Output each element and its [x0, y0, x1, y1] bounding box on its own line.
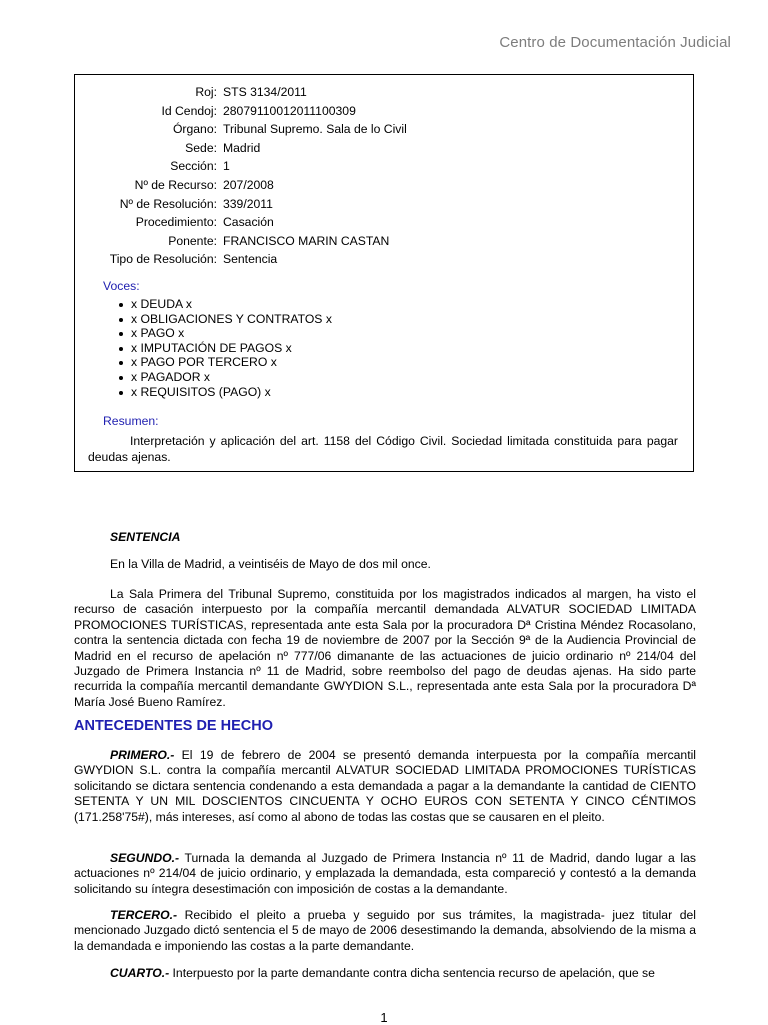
metadata-value: Madrid — [223, 140, 261, 155]
voces-list-item: x IMPUTACIÓN DE PAGOS x — [117, 341, 332, 356]
antecedente-paragraph-segundo — [74, 851, 696, 897]
metadata-value: Sentencia — [223, 252, 278, 267]
voces-list — [117, 297, 332, 399]
voces-list-item: x OBLIGACIONES Y CONTRATOS x — [117, 312, 332, 327]
paragraph-text: El 19 de febrero de 2004 se presentó demanda interpuesta por la compañía mercantil GWYDION S.L. contra la compañía mercantil ALVATUR SOCIEDAD LIMITADA PROMOCIONES TURÍSTICAS solicitando se dictara sentencia condenando a esta demandada a pagar a la demandante la cantidad de CIENTO SETENTA Y UN MIL DOSCIENTOS CINCUENTA Y OCHO EUROS CON SETENTA Y CINCO CÉNTIMOS (171.258'75#), más intereses, así como al abono de todas las costas que se causaren en el pleito. — [74, 748, 696, 824]
metadata-label: Nº de Recurso: — [134, 177, 217, 192]
intro-paragraph: La Sala Primera del Tribunal Supremo, constituida por los magistrados indicados al margen, ha visto el recurso de casación interpuesto por la compañía mercantil demandada ALVATUR SOCIEDAD LIMITADA PROMOCIONES TURÍSTICAS, representada ante esta Sala por la procuradora Dª Cristina Méndez Rocasolano, contra la sentencia dictada con fecha 19 de noviembre de 2007 por la Sección 9ª de la Audiencia Provincial de Madrid en el recurso de apelación nº 777/06 dimanante de las actuaciones de juicio ordinario nº 214/04 del Juzgado de Primera Instancia nº 11 de Madrid, sobre reembolso del pago de deudas ajenas. Ha sido parte recurrida la compañía mercantil demandante GWYDION S.L., representada ante esta Sala por la procuradora Dª María José Bueno Ramírez. — [74, 587, 696, 709]
voces-list-item: x REQUISITOS (PAGO) x — [117, 385, 332, 400]
metadata-row-organo — [75, 120, 407, 139]
voces-list-item: x DEUDA x — [117, 297, 332, 312]
metadata-row-ponente — [75, 232, 407, 251]
metadata-value: FRANCISCO MARIN CASTAN — [223, 233, 390, 248]
metadata-label: Órgano: — [172, 122, 217, 137]
metadata-row-resolucion — [75, 195, 407, 214]
voces-list-item: x PAGO POR TERCERO x — [117, 355, 332, 370]
paragraph-lead: SEGUNDO.- — [110, 851, 180, 865]
metadata-row-recurso — [75, 176, 407, 195]
metadata-value: 207/2008 — [223, 177, 274, 192]
metadata-value: Casación — [223, 215, 274, 230]
metadata-value: STS 3134/2011 — [223, 85, 307, 99]
place-date-paragraph: En la Villa de Madrid, a veintiséis de Mayo de dos mil once. — [110, 557, 431, 571]
metadata-value: 339/2011 — [223, 196, 273, 211]
metadata-row-roj — [75, 83, 407, 102]
page-number: 1 — [380, 1010, 388, 1025]
section-heading: ANTECEDENTES DE HECHO — [74, 718, 273, 734]
page-header: Centro de Documentación Judicial — [499, 34, 731, 51]
metadata-label: Sede: — [185, 140, 217, 155]
antecedente-paragraph-cuarto — [74, 966, 696, 981]
metadata-label: Ponente: — [168, 233, 217, 248]
metadata-label: Nº de Resolución: — [119, 196, 217, 211]
metadata-label: Tipo de Resolución: — [109, 252, 217, 267]
metadata-label: Id Cendoj: — [161, 103, 217, 118]
paragraph-text: Recibido el pleito a prueba y seguido por sus trámites, la magistrada- juez titular del mencionado Juzgado dictó sentencia el 5 de mayo de 2006 desestimando la demanda, absolviendo de la misma a la demandada e imponiendo las costas a la parte demandante. — [74, 908, 696, 953]
metadata-row-sede — [75, 139, 407, 158]
metadata-row-id-cendoj — [75, 102, 407, 121]
voces-label: Voces: — [103, 279, 140, 293]
resumen-text: Interpretación y aplicación del art. 1158 del Código Civil. Sociedad limitada constituida para pagar deudas ajenas. — [88, 434, 678, 464]
antecedente-paragraph-tercero — [74, 908, 696, 954]
metadata-row-tipo-resolucion — [75, 250, 407, 269]
paragraph-lead: TERCERO.- — [110, 908, 178, 922]
metadata-table — [75, 83, 407, 269]
metadata-label: Sección: — [170, 159, 217, 174]
paragraph-lead: PRIMERO.- — [110, 748, 175, 762]
antecedente-paragraph-primero — [74, 748, 696, 825]
metadata-value: Tribunal Supremo. Sala de lo Civil — [223, 122, 407, 137]
document-metadata-box — [74, 74, 694, 472]
metadata-label: Roj: — [195, 85, 217, 99]
paragraph-text: Turnada la demanda al Juzgado de Primera Instancia nº 11 de Madrid, dando lugar a las actuaciones nº 214/04 de juicio ordinario, y emplazada la demandada, esta compareció y contestó a la demanda solicitando su íntegra desestimación con imposición de costas a la demandante. — [74, 851, 696, 896]
metadata-value: 1 — [223, 159, 230, 174]
voces-list-item: x PAGO x — [117, 326, 332, 341]
metadata-label: Procedimiento: — [135, 215, 217, 230]
paragraph-lead: CUARTO.- — [110, 966, 170, 980]
metadata-value: 28079110012011100309 — [223, 103, 356, 118]
paragraph-text: Interpuesto por la parte demandante contra dicha sentencia recurso de apelación, que se — [169, 966, 655, 980]
voces-list-item: x PAGADOR x — [117, 370, 332, 385]
resumen-label: Resumen: — [103, 414, 159, 428]
document-title: SENTENCIA — [110, 530, 181, 544]
metadata-row-seccion — [75, 157, 407, 176]
metadata-row-procedimiento — [75, 213, 407, 232]
